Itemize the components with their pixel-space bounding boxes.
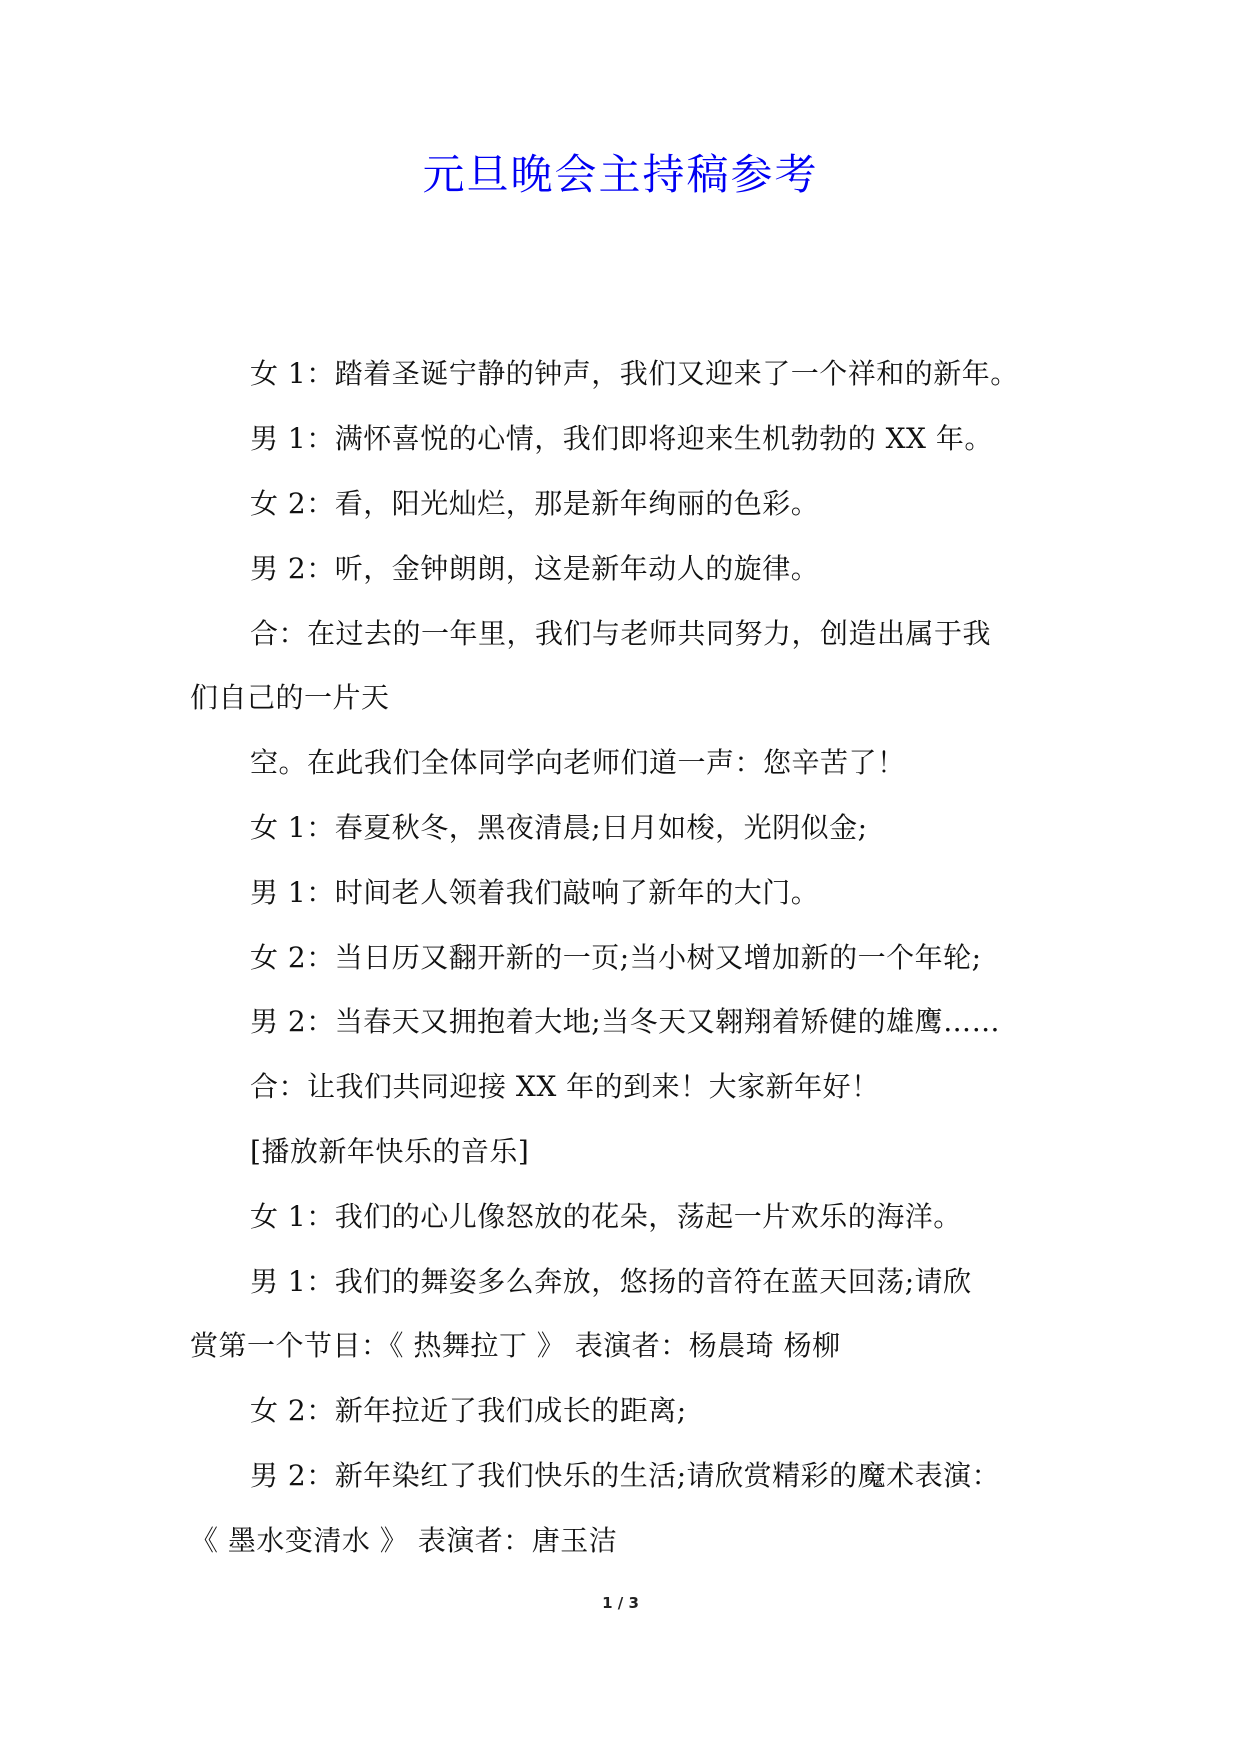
paragraph-line: 女 2：看，阳光灿烂，那是新年绚丽的色彩。 [250, 487, 820, 520]
paragraph-line: 赏第一个节目：《 热舞拉丁 》 表演者：杨晨琦 杨柳 [190, 1329, 841, 1362]
paragraph-line: 男 1：满怀喜悦的心情，我们即将迎来生机勃勃的 XX 年。 [250, 422, 993, 455]
paragraph-line: 女 2：新年拉近了我们成长的距离; [250, 1394, 687, 1427]
paragraph-line: 合：在过去的一年里，我们与老师共同努力，创造出属于我 [250, 617, 992, 650]
paragraph-line: 男 2：听，金钟朗朗，这是新年动人的旋律。 [250, 552, 820, 585]
paragraph-line: 男 1：我们的舞姿多么奔放，悠扬的音符在蓝天回荡;请欣 [250, 1265, 972, 1298]
paragraph-line: 们自己的一片天 [190, 681, 390, 714]
paragraph-line: 空。在此我们全体同学向老师们道一声：您辛苦了！ [250, 746, 906, 779]
page-number: 1 / 3 [602, 1594, 639, 1612]
paragraph-line: 女 2：当日历又翻开新的一页;当小树又增加新的一个年轮; [250, 941, 982, 974]
paragraph-line: 《 墨水变清水 》 表演者：唐玉洁 [190, 1524, 618, 1557]
paragraph-line: 合：让我们共同迎接 XX 年的到来！大家新年好！ [250, 1070, 880, 1103]
paragraph-line: 男 2：新年染红了我们快乐的生活;请欣赏精彩的魔术表演： [250, 1459, 1001, 1492]
paragraph-line: 女 1：春夏秋冬，黑夜清晨;日月如梭，光阴似金; [250, 811, 868, 844]
paragraph-line: 女 1：我们的心儿像怒放的花朵，荡起一片欢乐的海洋。 [250, 1200, 962, 1233]
paragraph-line: 女 1：踏着圣诞宁静的钟声，我们又迎来了一个祥和的新年。 [250, 357, 1019, 390]
paragraph-line: [播放新年快乐的音乐] [250, 1135, 530, 1168]
paragraph-line: 男 1：时间老人领着我们敲响了新年的大门。 [250, 876, 820, 909]
paragraph-line: 男 2：当春天又拥抱着大地;当冬天又翱翔着矫健的雄鹰…… [250, 1005, 1001, 1038]
document-title: 元旦晚会主持稿参考 [422, 150, 819, 199]
